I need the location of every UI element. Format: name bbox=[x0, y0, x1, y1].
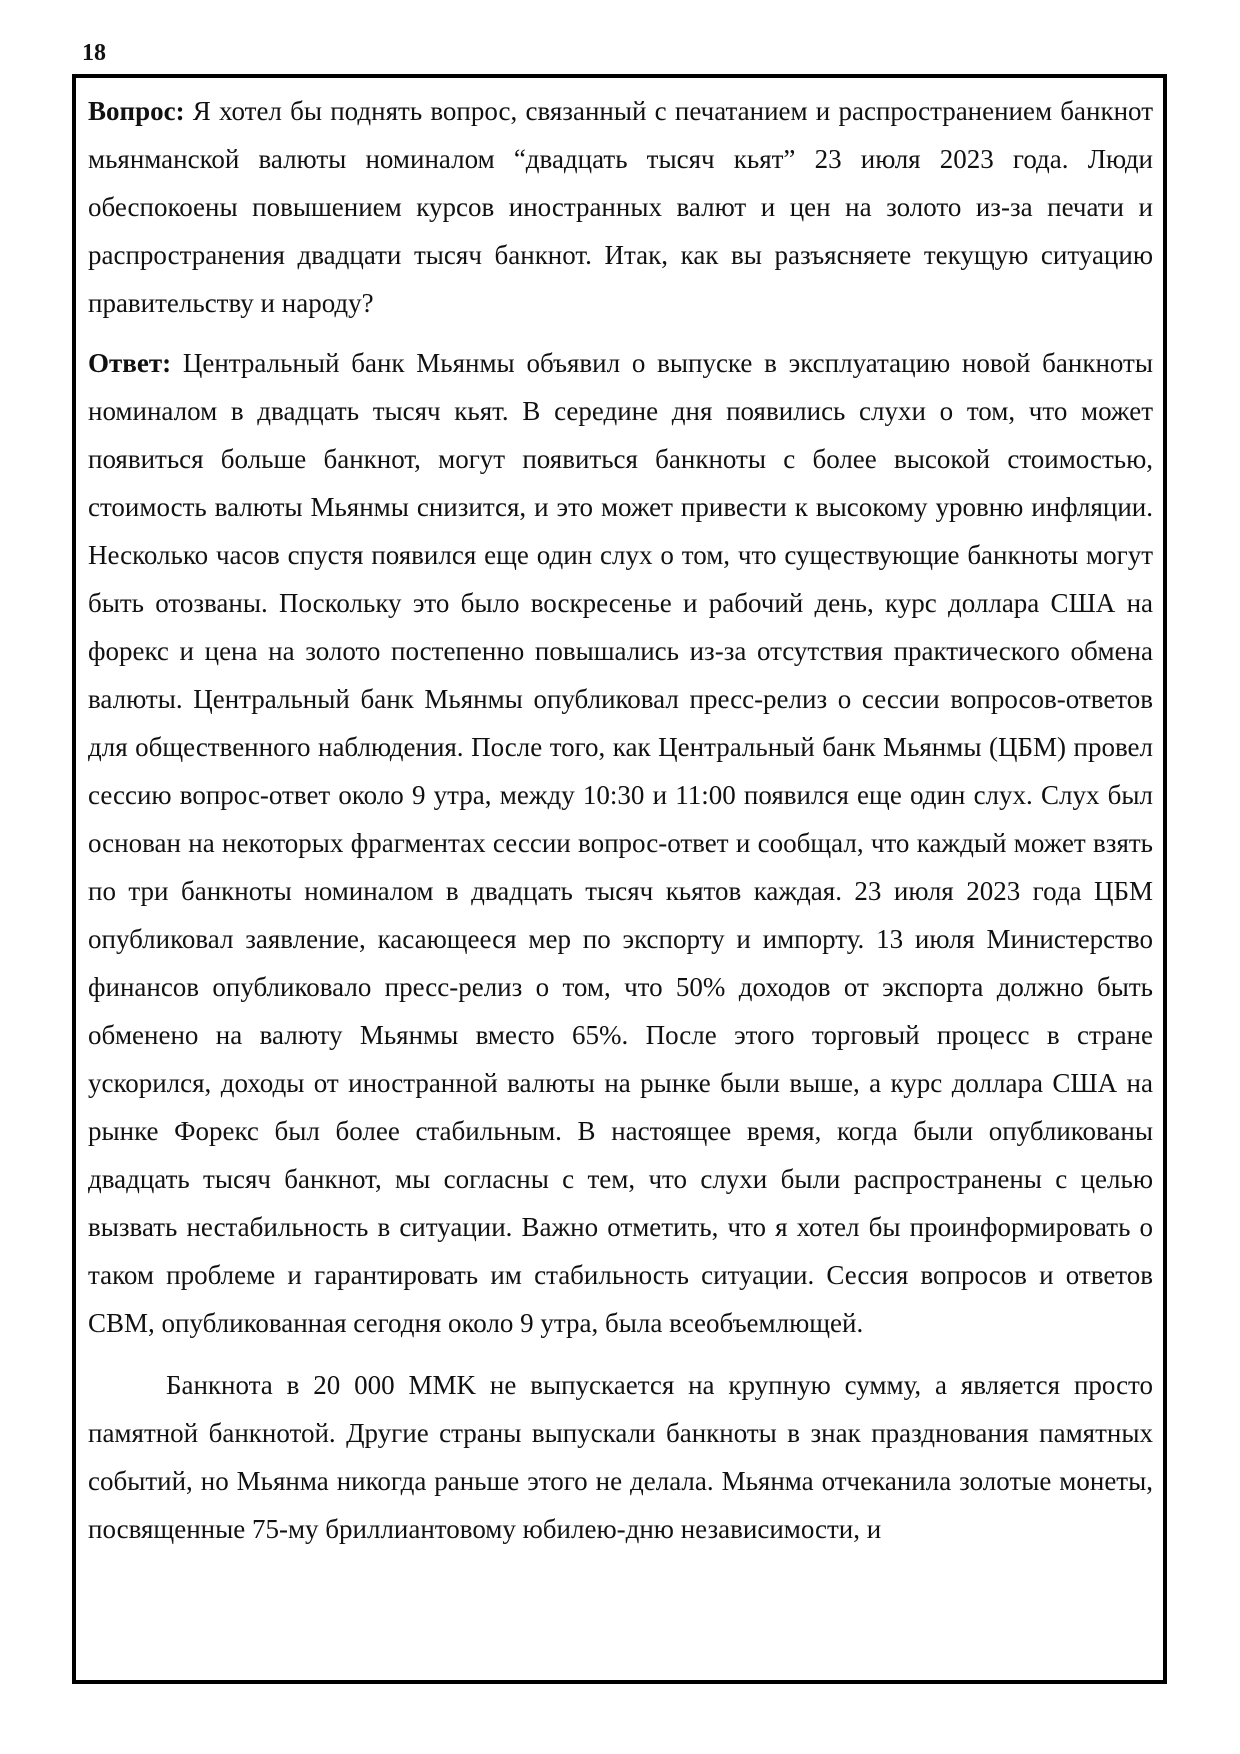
page-number: 18 bbox=[82, 40, 106, 66]
question-label: Вопрос: bbox=[88, 96, 185, 126]
question-text: Я хотел бы поднять вопрос, связанный с печатанием и распространением банкнот мьянманской валюты номиналом “двадцать тысяч кьят” 23 июля 2023 года. Люди обеспокоены повышением курсов иностранных валют и цен на золото из-за печати и распространения двадцати тысяч банкнот. Итак, как вы разъясняете текущую ситуацию правительству и народу? bbox=[88, 96, 1153, 318]
question-paragraph bbox=[88, 87, 1153, 327]
text-frame bbox=[72, 74, 1167, 1684]
continuation-paragraph: Банкнота в 20 000 MMK не выпускается на крупную сумму, а является просто памятной банкнотой. Другие страны выпускали банкноты в знак празднования памятных событий, но Мьянма никогда раньше этого не делала. Мьянма отчеканила золотые монеты, посвященные 75-му бриллиантовому юбилею-дню независимости, и bbox=[88, 1370, 1153, 1544]
answer-paragraph bbox=[88, 339, 1153, 1347]
answer-text: Центральный банк Мьянмы объявил о выпуске в эксплуатацию новой банкноты номиналом в двадцать тысяч кьят. В середине дня появились слухи о том, что может появиться больше банкнот, могут появиться банкноты с более высокой стоимостью, стоимость валюты Мьянмы снизится, и это может привести к высокому уровню инфляции. Несколько часов спустя появился еще один слух о том, что существующие банкноты могут быть отозваны. Поскольку это было воскресенье и рабочий день, курс доллара США на форекс и цена на золото постепенно повышались из-за отсутствия практического обмена валюты. Центральный банк Мьянмы опубликовал пресс-релиз о сессии вопросов-ответов для общественного наблюдения. После того, как Центральный банк Мьянмы (ЦБМ) провел сессию вопрос-ответ около 9 утра, между 10:30 и 11:00 появился еще один слух. Слух был основан на некоторых фрагментах сессии вопрос-ответ и сообщал, что каждый может взять по три банкноты номиналом в двадцать тысяч кьятов каждая. 23 июля 2023 года ЦБМ опубликовал заявление, касающееся мер по экспорту и импорту. 13 июля Министерство финансов опубликовало пресс-релиз о том, что 50% доходов от экспорта должно быть обменено на валюту Мьянмы вместо 65%. После этого торговый процесс в стране ускорился, доходы от иностранной валюты на рынке были выше, а курс доллара США на рынке Форекс был более стабильным. В настоящее время, когда были опубликованы двадцать тысяч банкнот, мы согласны с тем, что слухи были распространены с целью вызвать нестабильность в ситуации. Важно отметить, что я хотел бы проинформировать о таком проблеме и гарантировать им стабильность ситуации. Сессия вопросов и ответов CBM, опубликованная сегодня около 9 утра, была всеобъемлющей. bbox=[88, 348, 1153, 1338]
answer-label: Ответ: bbox=[88, 348, 172, 378]
